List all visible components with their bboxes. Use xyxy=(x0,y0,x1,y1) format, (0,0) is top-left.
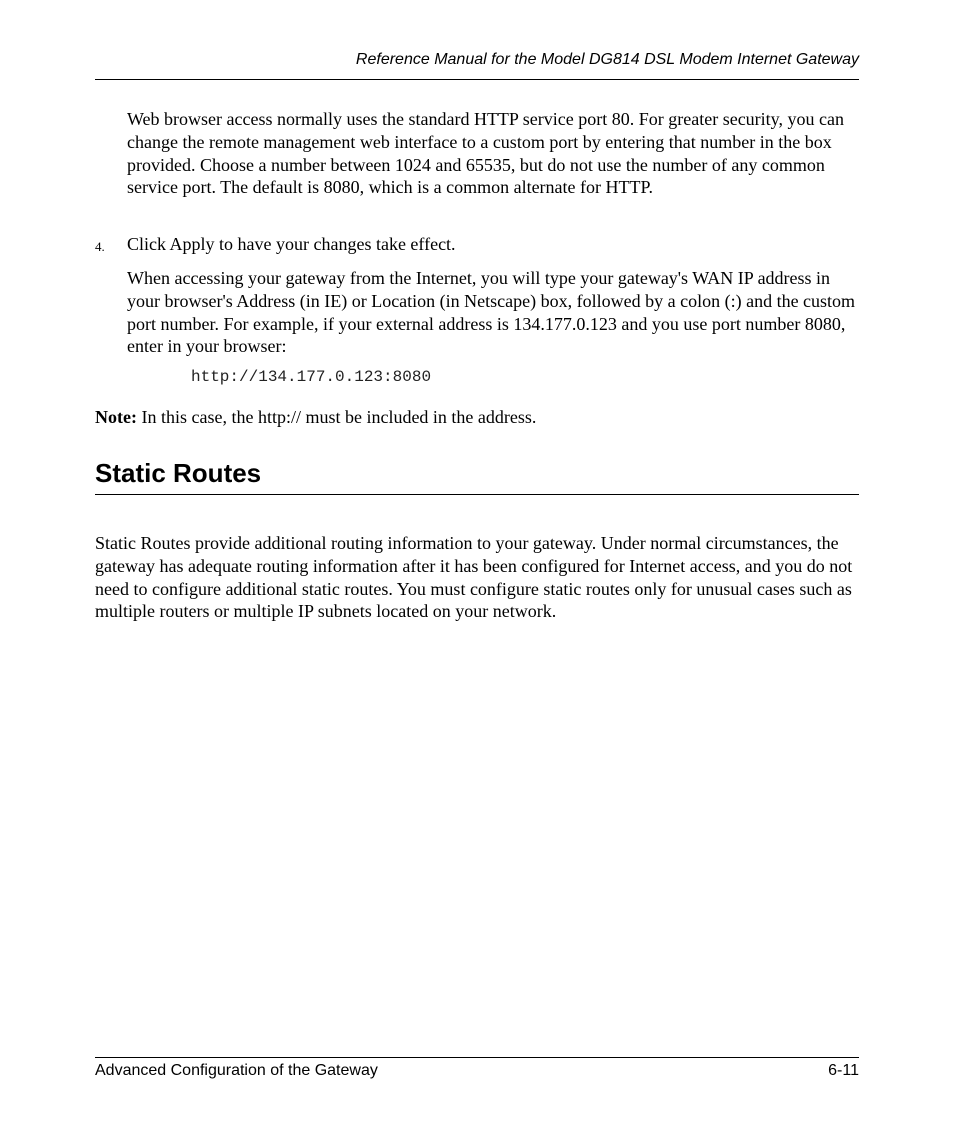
running-header: Reference Manual for the Model DG814 DSL Modem Internet Gateway xyxy=(355,51,859,68)
port-paragraph: Web browser access normally uses the standard HTTP service port 80. For greater security, you can change the remote management web interface to a custom port by entering that number in the box provided. Choose a number between 1024 and 65535, but do not use the number of any common service port. The default is 8080, which is a common alternate for HTTP. xyxy=(127,109,844,198)
note-text: In this case, the http:// must be included in the address. xyxy=(136,407,537,427)
page-number: 6-11 xyxy=(828,1062,859,1079)
step-number: 4. xyxy=(95,239,105,254)
section-divider xyxy=(95,494,859,495)
access-paragraph: When accessing your gateway from the Internet, you will type your gateway's WAN IP address in your browser's Address (in IE) or Location (in Netscape) box, followed by a colon (:) and the custom port number. For example, if your external address is 134.177.0.123 and you use port number 8080, enter in your browser: xyxy=(127,268,856,357)
section-heading: Static Routes xyxy=(95,458,262,488)
static-routes-paragraph: Static Routes provide additional routing information to your gateway. Under normal circumstances, the gateway has adequate routing information after it has been configured for Internet access, and you do not need to configure additional static routes. You must configure static routes only for unusual cases such as multiple routers or multiple IP subnets located on your network. xyxy=(95,533,853,622)
footer-divider xyxy=(95,1057,859,1058)
step-text: Click Apply to have your changes take effect. xyxy=(127,234,456,254)
header-divider xyxy=(95,79,859,80)
footer-chapter-title: Advanced Configuration of the Gateway xyxy=(95,1062,378,1079)
note xyxy=(95,406,536,429)
code-example: http://134.177.0.123:8080 xyxy=(191,368,432,386)
note-label: Note: xyxy=(95,407,137,427)
